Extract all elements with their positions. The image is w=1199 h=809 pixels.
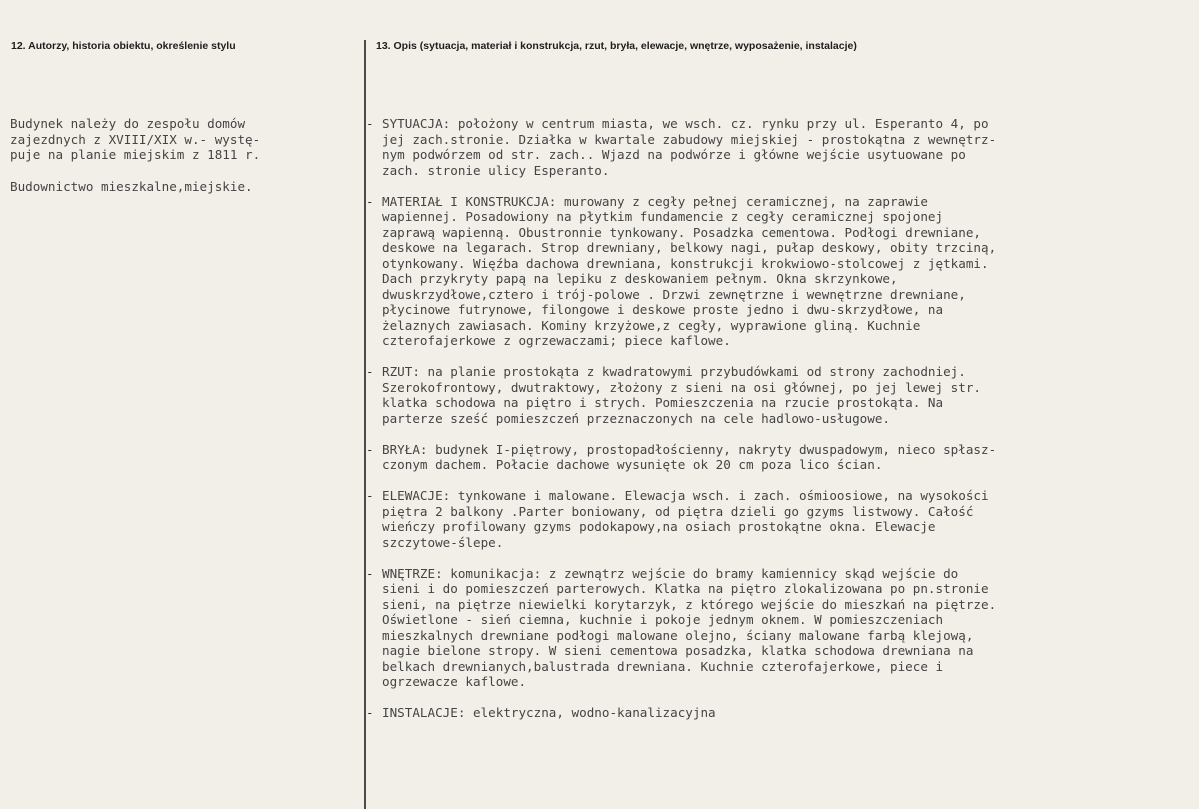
section-wnetrze xyxy=(364,566,1174,690)
section-13-header: 13. Opis (sytuacja, materiał i konstrukcja, rzut, bryła, elewacje, wnętrze, wyposażenie, instalacje) xyxy=(376,40,857,52)
history-column xyxy=(10,116,350,210)
section-text: SYTUACJA: położony w centrum miasta, we wsch. cz. rynku przy ul. Esperanto 4, po jej zach.stronie. Działka w kwartale zabudowy miejskiej - prostokątna z wewnętrz- nym podwórzem od str. zach.. Wjazd na podwórze i główne wejście usytuowane po zach. stronie ulicy Esperanto. xyxy=(382,116,997,178)
section-tick-mark: - xyxy=(366,488,374,503)
description-column xyxy=(364,116,1174,736)
section-instalacje xyxy=(364,705,1174,721)
section-text: ELEWACJE: tynkowane i malowane. Elewacja wsch. i zach. ośmioosiowe, na wysokości piętra 2 balkony .Parter boniowany, od piętra dzieli go gzyms listwowy. Całość wieńczy profilowany gzyms podokapowy,na osiach prostokątne okna. Elewacje szczytowe-ślepe. xyxy=(382,488,989,550)
section-elewacje xyxy=(364,488,1174,550)
style-paragraph: Budownictwo mieszkalne,miejskie. xyxy=(10,178,253,194)
section-material xyxy=(364,194,1174,349)
section-tick-mark: - xyxy=(366,116,374,131)
section-tick-mark: - xyxy=(366,193,374,209)
section-sytuacja xyxy=(364,116,1174,178)
section-tick-mark: - xyxy=(366,565,374,581)
section-tick-mark: - xyxy=(366,705,374,720)
section-bryla xyxy=(364,442,1174,473)
section-tick-mark: - xyxy=(366,364,374,379)
section-text: RZUT: na planie prostokąta z kwadratowymi przybudówkami od strony zachodniej. Szerokofrontowy, dwutraktowy, złożony z sieni na osi głównej, po jej lewej str. klatka schodowa na piętro i strych. Pomieszczenia na rzucie prostokąta. Na parterze sześć pomieszczeń przeznaczonych na cele hadlowo-usługowe. xyxy=(382,364,981,426)
section-rzut xyxy=(364,364,1174,426)
section-text: MATERIAŁ I KONSTRUKCJA: murowany z cegły pełnej ceramicznej, na zaprawie wapiennej. Posadowiony na płytkim fundamencie z cegły ceramicznej spojonej zaprawą wapienną. Obustronnie tynkowany. Posadzka cementowa. Podłogi drewniane, deskowe na legarach. Strop drewniany, belkowy nagi, pułap deskowy, obity trzciną, otynkowany. Więźba dachowa drewniana, konstrukcji krokwiowo-stolcowej z jętkami. Dach przykryty papą na lepiku z deskowaniem pełnym. Okna skrzynkowe, dwuskrzydłowe,cztero i trój-polowe . Drzwi zewnętrzne i wewnętrzne drewniane, płycinowe futrynowe, filongowe i deskowe proste jedno i dwu-skrzydłowe, na żelaznych zawiasach. Kominy krzyżowe,z cegły, wyprawione gliną. Kuchnie czterofajerkowe z ogrzewaczami; piece kaflowe. xyxy=(382,193,997,348)
section-text: BRYŁA: budynek I-piętrowy, prostopadłościenny, nakryty dwuspadowym, nieco spłasz- czonym dachem. Połacie dachowe wysunięte ok 20 cm poza lico ścian. xyxy=(382,441,997,472)
section-text: WNĘTRZE: komunikacja: z zewnątrz wejście do bramy kamiennicy skąd wejście do sieni i do pomieszczeń parterowych. Klatka na piętro zlokalizowana po pn.stronie sieni, na piętrze niewielki korytarzyk, z którego wejście do mieszkań na piętrze. Oświetlone - sień ciemna, kuchnie i pokoje jednym oknem. W pomieszczeniach mieszkalnych drewniane podłogi malowane olejno, ściany malowane farbą klejową, nagie bielone stropy. W sieni cementowa posadzka, klatka schodowa drewniana na belkach drewnianych,balustrada drewniana. Kuchnie czterofajerkowe, piece i ogrzewacze kaflowe. xyxy=(382,565,997,689)
section-tick-mark: - xyxy=(366,441,374,457)
section-12-header: 12. Autorzy, historia obiektu, określenie stylu xyxy=(11,40,236,52)
section-text: INSTALACJE: elektryczna, wodno-kanalizacyjna xyxy=(382,705,716,720)
history-paragraph: Budynek należy do zespołu domów zajezdnych z XVIII/XIX w.- wystę- puje na planie miejskim z 1811 r. xyxy=(10,116,261,162)
